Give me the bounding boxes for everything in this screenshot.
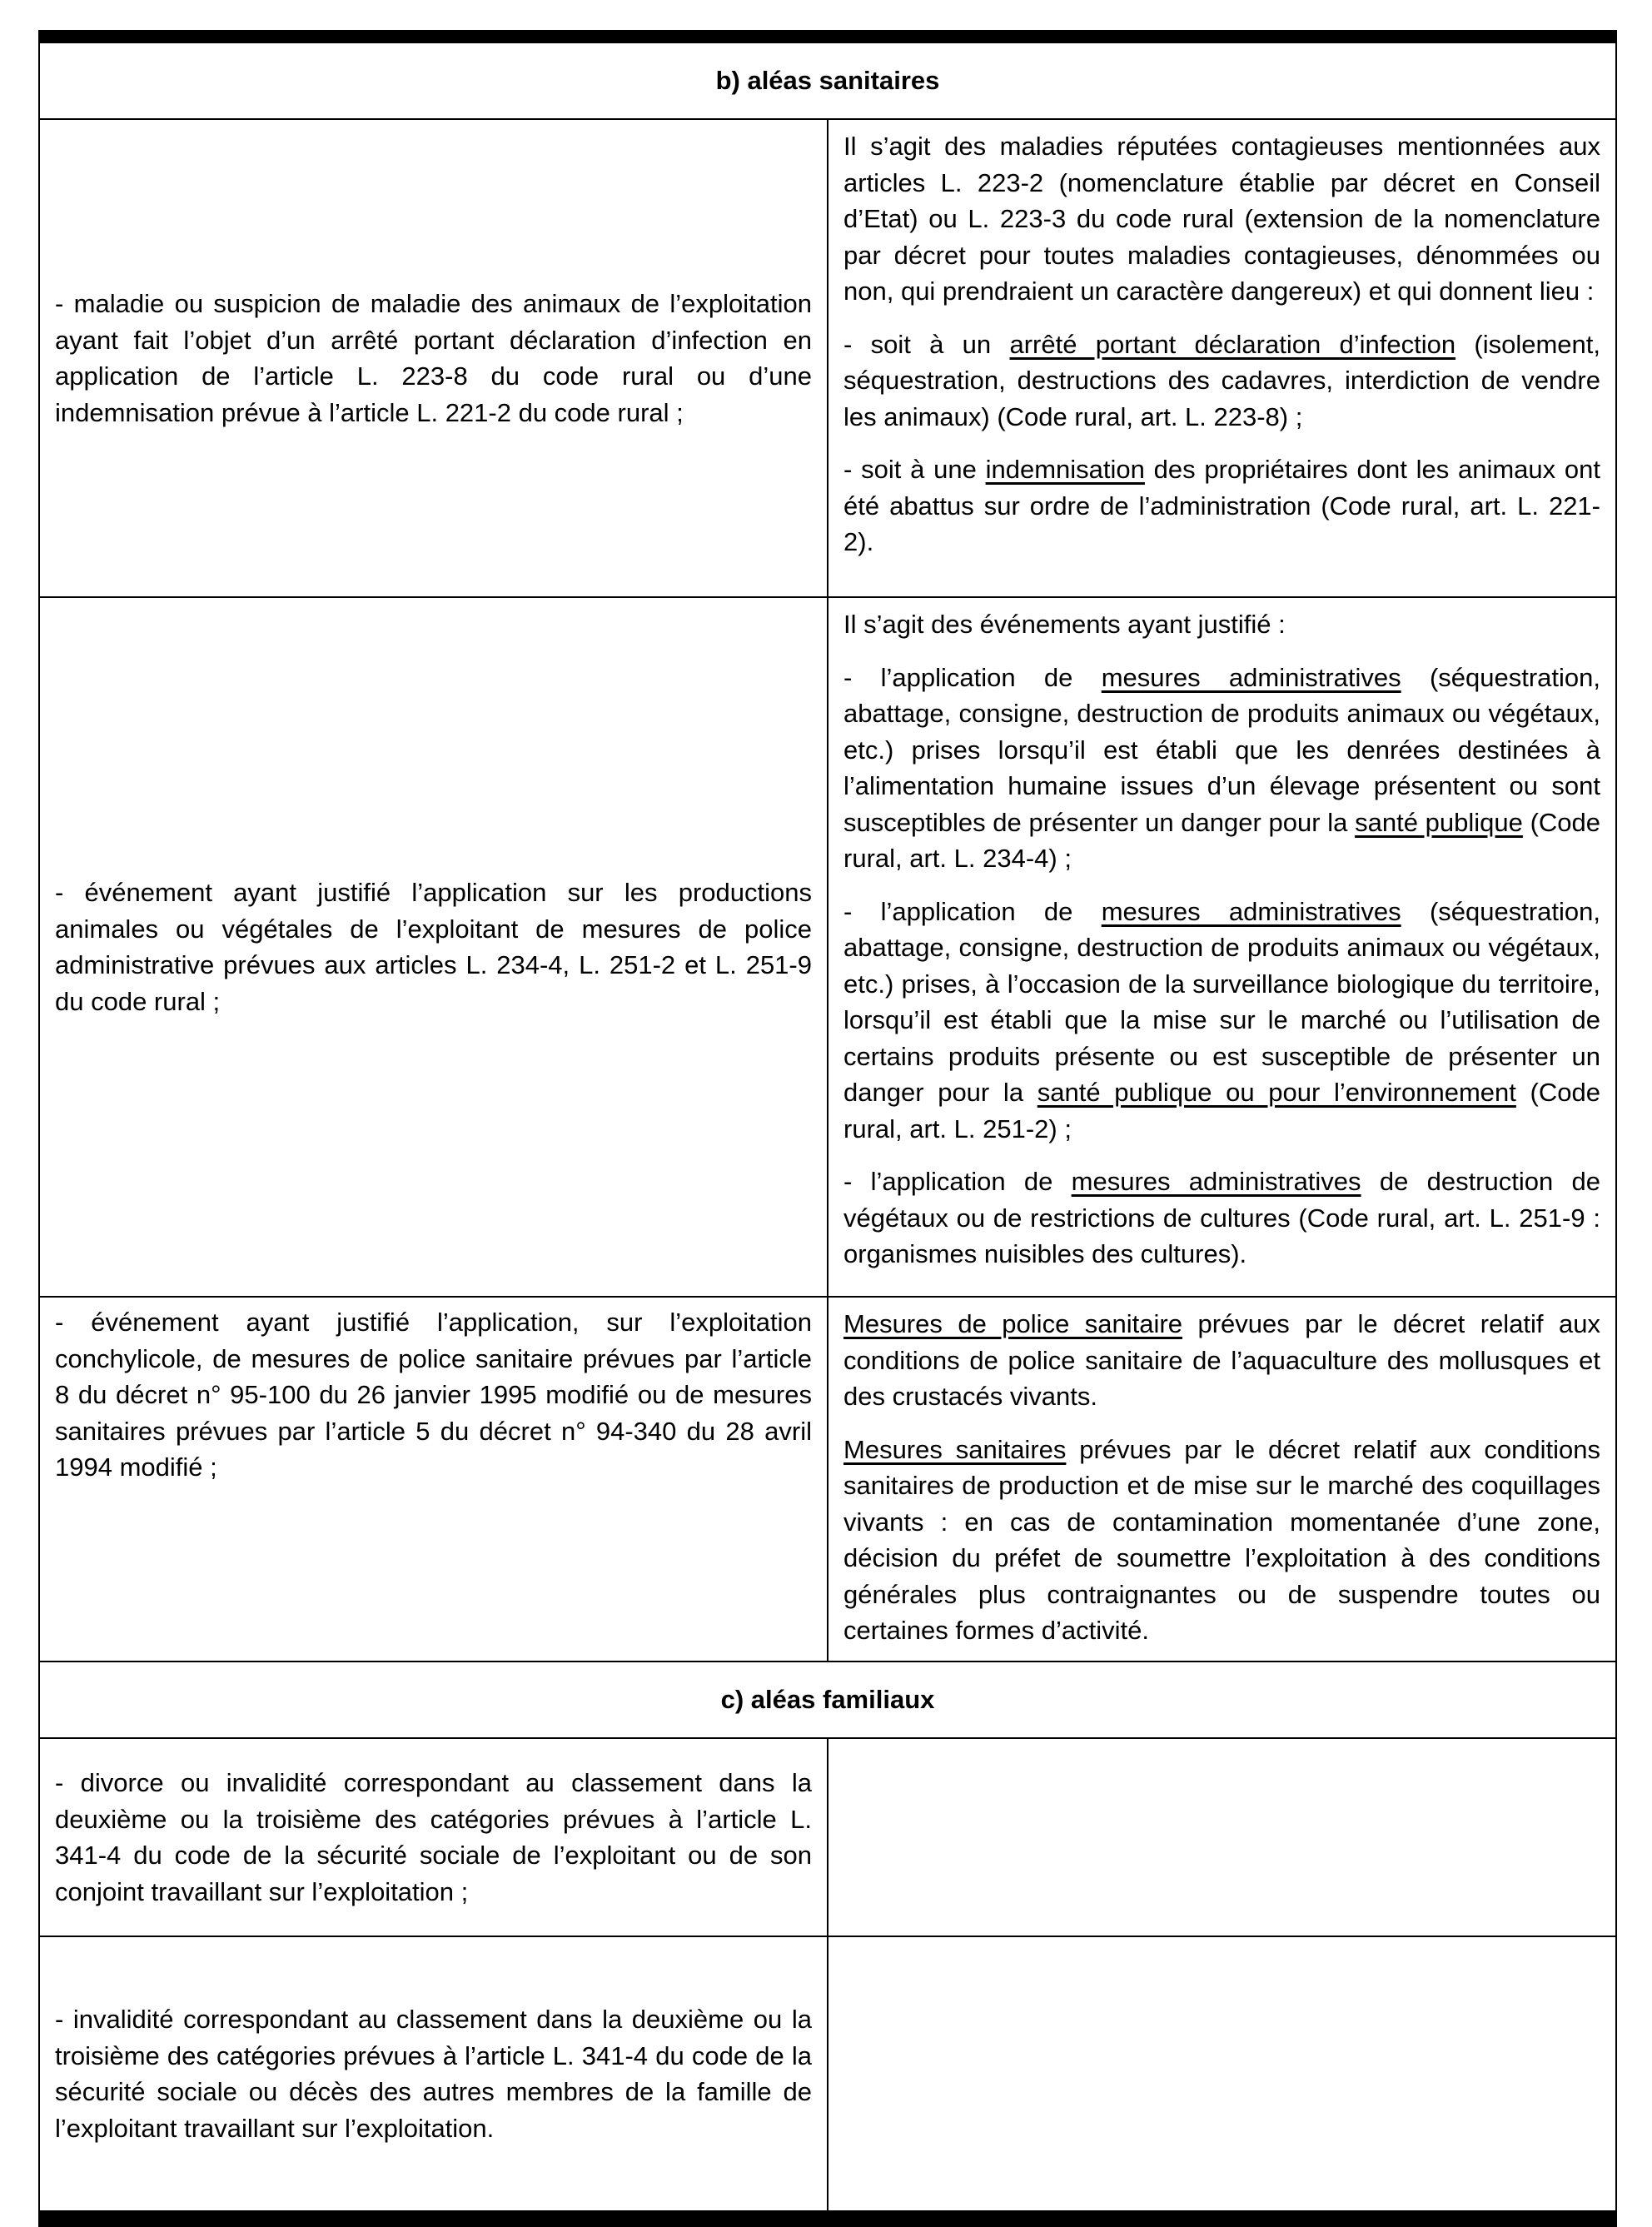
row-explanation-cell-empty (828, 1738, 1616, 1936)
text-run: de destruction de végétaux ou de restrictions de cultures (Code rural, art. L. 251-9 : organismes nuisibles des cultures). (843, 1167, 1600, 1268)
text-run: - soit à un (843, 329, 1010, 359)
text-run: prévues par le décret relatif aux conditions de police sanitaire de l’aquaculture des mollusques et des crustacés vivants. (843, 1309, 1601, 1411)
explanation-paragraph (843, 1163, 1600, 1273)
underlined-term: mesures administratives (1101, 662, 1401, 692)
row-explanation-cell (828, 119, 1616, 597)
table-row (39, 1297, 1616, 1662)
section-title-sanitaires: b) aléas sanitaires (39, 42, 1616, 119)
document-page (38, 30, 1617, 2227)
text-run: des propriétaires dont les animaux ont été abattus sur ordre de l’administration (Code rural, art. L. 221-2). (843, 455, 1600, 556)
text-run: (Code rural, art. L. 251-2) ; (843, 1078, 1600, 1143)
text-run: (isolement, séquestration, destructions des cadavres, interdiction de vendre les animaux) (Code rural, art. L. 223-8) ; (843, 329, 1600, 431)
explanation-paragraph (843, 1432, 1600, 1649)
table-row (39, 1738, 1616, 1936)
underlined-term: indemnisation (985, 455, 1145, 484)
explanation-paragraph (843, 894, 1600, 1148)
text-run: (Code rural, art. L. 234-4) ; (843, 807, 1601, 873)
row-condition-cell: - événement ayant justifié l’application sur les productions animales ou végétales de l’exploitant de mesures de police administrative prévues aux articles L. 234-4, L. 251-2 et L. 251-9 du code rural ; (39, 597, 828, 1297)
explanation-paragraph: Il s’agit des maladies réputées contagieuses mentionnées aux articles L. 223-2 (nomenclature établie par décret en Conseil d’Etat) ou L. 223-3 du code rural (extension de la nomenclature par décret pour toutes maladies contagieuses, dénommées ou non, qui prendraient un caractère dangereux) et qui donnent lieu : (843, 132, 1600, 306)
text-run: prévues par le décret relatif aux conditions sanitaires de production et de mise sur le marché des coquillages vivants : en cas de contamination momentanée d’une zone, décision du préfet de soumettre l’exploitation à des conditions générales plus contraignantes ou de suspendre toutes ou certaines formes d’activité. (843, 1434, 1601, 1645)
row-condition-cell: - invalidité correspondant au classement dans la deuxième ou la troisième des catégories prévues à l’article L. 341-4 du code de la sécurité sociale ou décès des autres membres de la famille de l’exploitant travaillant sur l’exploitation. (39, 1936, 828, 2211)
text-run: (séquestration, abattage, consigne, destruction de produits animaux ou végétaux, etc.) prises lorsqu’il est établi que les denrées destinées à l’alimentation humaine issues d’un élevage présentent ou sont susceptibles de présenter un danger pour la (843, 662, 1601, 837)
explanation-paragraph (843, 1306, 1600, 1415)
section-header-row (39, 1662, 1616, 1738)
underlined-term: santé publique ou pour l’environnement (1037, 1078, 1516, 1107)
row-condition-cell: - maladie ou suspicion de maladie des animaux de l’exploitation ayant fait l’objet d’un arrêté portant déclaration d’infection en application de l’article L. 223-8 du code rural ou d’une indemnisation prévue à l’article L. 221-2 du code rural ; (39, 119, 828, 597)
bottom-border-rule (38, 2212, 1617, 2227)
explanation-paragraph: Il s’agit des événements ayant justifié : (843, 610, 1286, 639)
row-condition-cell: - événement ayant justifié l’application, sur l’exploitation conchylicole, de mesures de police sanitaire prévues par l’article 8 du décret n° 95-100 du 26 janvier 1995 modifié ou de mesures sanitaires prévues par l’article 5 du décret n° 94-340 du 28 avril 1994 modifié ; (39, 1297, 828, 1662)
risk-table (38, 42, 1617, 2212)
text-run: (séquestration, abattage, consigne, destruction de produits animaux ou végétaux, etc.) prises, à l’occasion de la surveillance biologique du territoire, lorsqu’il est établi que la mise sur le marché ou l’utilisation de certains produits présente ou est susceptible de présenter un danger pour la (843, 896, 1601, 1107)
underlined-term: mesures administratives (1101, 896, 1401, 926)
explanation-paragraph (843, 326, 1600, 436)
row-condition-cell: - divorce ou invalidité correspondant au classement dans la deuxième ou la troisième des catégories prévues à l’article L. 341-4 du code de la sécurité sociale de l’exploitant ou de son conjoint travaillant sur l’exploitation ; (39, 1738, 828, 1936)
text-run: - soit à une (843, 455, 986, 484)
text-run: - l’application de (843, 662, 1102, 692)
row-explanation-cell-empty (828, 1936, 1616, 2211)
text-run: - l’application de (843, 896, 1102, 926)
table-row (39, 597, 1616, 1297)
text-run: - l’application de (843, 1167, 1072, 1196)
underlined-term: Mesures sanitaires (843, 1434, 1067, 1464)
table-row (39, 119, 1616, 597)
explanation-paragraph (843, 451, 1600, 560)
section-title-familiaux: c) aléas familiaux (39, 1662, 1616, 1738)
row-explanation-cell (828, 1297, 1616, 1662)
section-header-row (39, 42, 1616, 119)
explanation-paragraph (843, 660, 1600, 877)
table-row (39, 1936, 1616, 2211)
underlined-term: mesures administratives (1071, 1167, 1361, 1196)
top-border-rule (38, 30, 1617, 42)
underlined-term: arrêté portant déclaration d’infection (1009, 329, 1456, 359)
underlined-term: Mesures de police sanitaire (843, 1309, 1182, 1338)
row-explanation-cell (828, 597, 1616, 1297)
underlined-term: santé publique (1355, 807, 1523, 837)
